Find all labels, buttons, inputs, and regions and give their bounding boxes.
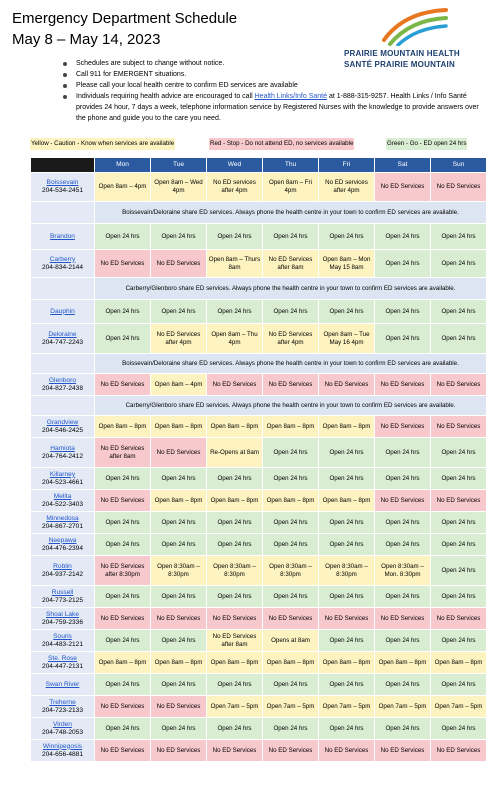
schedule-cell-thu: Open 8:30am – 8:30pm xyxy=(263,556,319,586)
place-name-link[interactable]: Ste. Rose xyxy=(48,654,77,662)
note-item: Schedules are subject to change without notice. xyxy=(62,58,487,69)
place-phone: 204-656-4881 xyxy=(41,750,84,758)
schedule-cell-mon: Open 24 hrs xyxy=(95,586,151,608)
schedule-cell-fri: Open 24 hrs xyxy=(319,512,375,534)
table-row xyxy=(31,416,487,438)
place-cell xyxy=(31,630,95,652)
place-cell xyxy=(31,224,95,250)
schedule-cell-thu: Open 8am – 8pm xyxy=(263,416,319,438)
note-item xyxy=(62,91,487,124)
schedule-cell-sun: Open 24 hrs xyxy=(431,324,487,354)
schedule-cell-wed: Open 24 hrs xyxy=(207,512,263,534)
schedule-cell-tue: Open 24 hrs xyxy=(151,586,207,608)
place-phone: 204-867-2701 xyxy=(41,522,84,530)
schedule-cell-mon: No ED Services xyxy=(95,250,151,278)
schedule-cell-mon: Open 24 hrs xyxy=(95,512,151,534)
schedule-cell-tue: Open 24 hrs xyxy=(151,674,207,696)
schedule-cell-wed: Open 24 hrs xyxy=(207,468,263,490)
shared-services-note: Carberry/Glenboro share ED services. Always phone the health centre in your town to confirm ED services are available. xyxy=(95,278,487,300)
table-row xyxy=(31,173,487,202)
place-cell xyxy=(31,740,95,762)
schedule-cell-sun: Open 24 hrs xyxy=(431,630,487,652)
schedule-cell-sun: Open 24 hrs xyxy=(431,556,487,586)
day-header: Wed xyxy=(207,158,263,173)
day-header: Mon xyxy=(95,158,151,173)
place-cell xyxy=(31,718,95,740)
place-cell xyxy=(31,324,95,354)
place-cell-empty xyxy=(31,202,95,224)
place-phone: 204-534-2451 xyxy=(41,187,84,194)
schedule-cell-wed: Open 8am – 8pm xyxy=(207,490,263,512)
schedule-cell-mon: Open 24 hrs xyxy=(95,468,151,490)
schedule-cell-sat: Open 8:30am – Mon. 8:30pm xyxy=(375,556,431,586)
schedule-cell-thu: Open 24 hrs xyxy=(263,438,319,468)
schedule-cell-tue: No ED Services xyxy=(151,438,207,468)
schedule-cell-wed: No ED Services xyxy=(207,740,263,762)
schedule-table xyxy=(30,157,487,762)
schedule-cell-sun: Open 24 hrs xyxy=(431,468,487,490)
schedule-cell-mon: No ED Services after 8am xyxy=(95,438,151,468)
place-cell-empty xyxy=(31,354,95,374)
schedule-cell-tue: No ED Services xyxy=(151,250,207,278)
schedule-cell-sat: Open 24 hrs xyxy=(375,224,431,250)
schedule-cell-tue: Open 8am – Wed 4pm xyxy=(151,173,207,202)
schedule-cell-wed: No ED Services after 8am xyxy=(207,630,263,652)
day-header: Thu xyxy=(263,158,319,173)
schedule-cell-thu: Open 24 hrs xyxy=(263,674,319,696)
page-title xyxy=(12,8,237,50)
schedule-cell-sat: Open 24 hrs xyxy=(375,300,431,324)
place-cell xyxy=(31,556,95,586)
shared-services-note-row xyxy=(31,396,487,416)
place-name-link[interactable]: Swan River xyxy=(45,680,80,688)
place-cell xyxy=(31,512,95,534)
schedule-cell-mon: No ED Services xyxy=(95,490,151,512)
shared-services-note: Boissevain/Deloraine share ED services. Always phone the health centre in your town to confirm ED services are available. xyxy=(95,354,487,374)
schedule-cell-thu: No ED Services xyxy=(263,374,319,396)
schedule-cell-sun: No ED Services xyxy=(431,173,487,202)
schedule-cell-sun: No ED Services xyxy=(431,490,487,512)
place-cell xyxy=(31,374,95,396)
schedule-cell-thu: Open 24 hrs xyxy=(263,512,319,534)
table-row xyxy=(31,608,487,630)
schedule-cell-sat: Open 24 hrs xyxy=(375,718,431,740)
table-row xyxy=(31,468,487,490)
schedule-cell-fri: Open 8:30am – 8:30pm xyxy=(319,556,375,586)
schedule-cell-wed: Open 24 hrs xyxy=(207,224,263,250)
schedule-cell-sun: Open 8am – 8pm xyxy=(431,652,487,674)
schedule-cell-sun: Open 24 hrs xyxy=(431,718,487,740)
schedule-cell-fri: Open 24 hrs xyxy=(319,674,375,696)
table-row xyxy=(31,556,487,586)
schedule-cell-tue: Open 24 hrs xyxy=(151,630,207,652)
place-cell xyxy=(31,490,95,512)
schedule-cell-sat: Open 24 hrs xyxy=(375,468,431,490)
legend-red: Red - Stop - Do not attend ED, no services available xyxy=(209,138,354,150)
schedule-cell-thu: No ED Services xyxy=(263,740,319,762)
schedule-cell-wed: Open 24 hrs xyxy=(207,718,263,740)
place-cell-empty xyxy=(31,278,95,300)
place-phone: 204-483-2121 xyxy=(41,640,84,648)
table-row xyxy=(31,586,487,608)
place-name-link[interactable]: Dauphin xyxy=(50,307,75,315)
schedule-cell-thu: Open 24 hrs xyxy=(263,586,319,608)
place-cell xyxy=(31,173,95,202)
schedule-cell-thu: Open 24 hrs xyxy=(263,224,319,250)
schedule-cell-tue: No ED Services xyxy=(151,740,207,762)
schedule-cell-mon: Open 24 hrs xyxy=(95,718,151,740)
schedule-cell-thu: Open 7am – 5pm xyxy=(263,696,319,718)
schedule-cell-fri: No ED Services xyxy=(319,740,375,762)
schedule-cell-sun: No ED Services xyxy=(431,608,487,630)
schedule-cell-sun: Open 24 hrs xyxy=(431,224,487,250)
place-phone: 204-773-2125 xyxy=(41,596,84,604)
table-row xyxy=(31,674,487,696)
schedule-cell-tue: No ED Services xyxy=(151,696,207,718)
schedule-cell-sun: Open 7am – 5pm xyxy=(431,696,487,718)
note-text: at 1-888-315-9257. Health Links / Info Santé provides 24 hour, 7 days a week, telephone information service by Registered Nurses with the knowledge to provide answers over the phone and guide you to the care you need. xyxy=(76,93,479,122)
place-name-link[interactable]: Virden xyxy=(53,720,72,728)
place-name-link[interactable]: Glenboro xyxy=(48,376,77,384)
schedule-cell-tue: Open 24 hrs xyxy=(151,534,207,556)
table-row xyxy=(31,300,487,324)
schedule-cell-sat: No ED Services xyxy=(375,173,431,202)
schedule-cell-tue: Open 8am – 8pm xyxy=(151,416,207,438)
schedule-cell-sun: Open 24 hrs xyxy=(431,586,487,608)
schedule-cell-mon: No ED Services xyxy=(95,374,151,396)
place-name-link[interactable]: Brandon xyxy=(50,232,75,240)
schedule-cell-mon: No ED Services xyxy=(95,740,151,762)
place-cell xyxy=(31,250,95,278)
schedule-cell-fri: Open 24 hrs xyxy=(319,438,375,468)
schedule-cell-fri: Open 8am – Tue May 16 4pm xyxy=(319,324,375,354)
place-name-link[interactable]: Roblin xyxy=(53,562,72,570)
schedule-cell-mon: Open 24 hrs xyxy=(95,534,151,556)
schedule-cell-sat: No ED Services xyxy=(375,740,431,762)
schedule-cell-fri: No ED Services xyxy=(319,608,375,630)
place-cell xyxy=(31,586,95,608)
schedule-cell-wed: Open 24 hrs xyxy=(207,586,263,608)
schedule-cell-fri: Open 24 hrs xyxy=(319,534,375,556)
shared-services-note-row xyxy=(31,354,487,374)
schedule-cell-thu: Open 8am – 8pm xyxy=(263,490,319,512)
place-phone: 204-937-2142 xyxy=(41,570,84,578)
title-line-2: May 8 – May 14, 2023 xyxy=(12,31,161,48)
place-name-link[interactable]: Minnedosa xyxy=(46,514,79,522)
schedule-cell-sun: Open 24 hrs xyxy=(431,674,487,696)
schedule-cell-fri: Open 24 hrs xyxy=(319,468,375,490)
day-header: Sun xyxy=(431,158,487,173)
place-name-link[interactable]: Melita xyxy=(53,492,72,500)
place-cell xyxy=(31,416,95,438)
place-cell xyxy=(31,674,95,696)
schedule-cell-sat: Open 7am – 5pm xyxy=(375,696,431,718)
place-phone: 204-447-2131 xyxy=(41,662,84,670)
schedule-cell-mon: Open 8am – 4pm xyxy=(95,173,151,202)
schedule-cell-thu: Open 24 hrs xyxy=(263,468,319,490)
schedule-cell-mon: No ED Services xyxy=(95,608,151,630)
schedule-cell-mon: No ED Services after 8:30pm xyxy=(95,556,151,586)
schedule-cell-tue: Open 24 hrs xyxy=(151,718,207,740)
schedule-cell-fri: Open 8am – 8pm xyxy=(319,490,375,512)
place-name-link[interactable]: Neepawa xyxy=(48,536,77,544)
table-row xyxy=(31,718,487,740)
schedule-cell-fri: No ED services after 4pm xyxy=(319,173,375,202)
table-row xyxy=(31,224,487,250)
schedule-cell-fri: Open 24 hrs xyxy=(319,718,375,740)
place-name-link[interactable]: Grandview xyxy=(46,418,79,426)
legend-yellow: Yellow - Caution - Know when services are available xyxy=(30,138,175,150)
schedule-cell-tue: No ED Services xyxy=(151,608,207,630)
schedule-cell-thu: Open 24 hrs xyxy=(263,718,319,740)
schedule-cell-sun: No ED Services xyxy=(431,740,487,762)
schedule-cell-sun: No ED Services xyxy=(431,374,487,396)
schedule-cell-wed: Open 7am – 5pm xyxy=(207,696,263,718)
header-corner xyxy=(31,158,95,173)
table-row xyxy=(31,534,487,556)
schedule-cell-sun: Open 24 hrs xyxy=(431,512,487,534)
table-row xyxy=(31,652,487,674)
place-phone: 204-759-2336 xyxy=(41,618,84,626)
schedule-cell-mon: Open 8am – 8pm xyxy=(95,416,151,438)
schedule-cell-thu: No ED Services after 8am xyxy=(263,250,319,278)
schedule-cell-sat: Open 24 hrs xyxy=(375,250,431,278)
schedule-cell-thu: No ED Services after 4pm xyxy=(263,324,319,354)
place-phone: 204-723-2133 xyxy=(41,706,84,714)
schedule-cell-fri: Open 7am – 5pm xyxy=(319,696,375,718)
place-cell-empty xyxy=(31,396,95,416)
health-links-link[interactable]: Health Links/Info Santé xyxy=(254,93,328,100)
table-row xyxy=(31,740,487,762)
schedule-cell-mon: No ED Services xyxy=(95,696,151,718)
day-header: Fri xyxy=(319,158,375,173)
place-cell xyxy=(31,608,95,630)
place-name-link[interactable]: Treherne xyxy=(49,698,76,706)
table-row xyxy=(31,324,487,354)
schedule-cell-sat: Open 24 hrs xyxy=(375,512,431,534)
notes-list xyxy=(62,58,487,124)
schedule-cell-fri: Open 24 hrs xyxy=(319,586,375,608)
schedule-cell-fri: Open 8am – Mon May 15 8am xyxy=(319,250,375,278)
place-phone: 204-523-4661 xyxy=(41,478,84,486)
schedule-cell-tue: No ED Services after 4pm xyxy=(151,324,207,354)
schedule-cell-sat: Open 8am – 8pm xyxy=(375,652,431,674)
place-name-link[interactable]: Deloraine xyxy=(48,330,77,338)
schedule-cell-wed: Open 8am – 8pm xyxy=(207,652,263,674)
place-cell xyxy=(31,696,95,718)
schedule-cell-fri: No ED Services xyxy=(319,374,375,396)
schedule-cell-tue: Open 8:30am – 8:30pm xyxy=(151,556,207,586)
schedule-cell-sat: Open 24 hrs xyxy=(375,674,431,696)
table-header-row xyxy=(31,158,487,173)
logo-text-english: PRAIRIE MOUNTAIN HEALTH xyxy=(344,49,460,58)
schedule-cell-sat: Open 24 hrs xyxy=(375,630,431,652)
schedule-cell-sat: No ED Services xyxy=(375,490,431,512)
schedule-cell-wed: Open 8am – Thu 4pm xyxy=(207,324,263,354)
place-name-link[interactable]: Winnipegosis xyxy=(42,742,83,750)
table-row xyxy=(31,630,487,652)
schedule-cell-sun: Open 24 hrs xyxy=(431,534,487,556)
schedule-cell-sat: Open 24 hrs xyxy=(375,586,431,608)
schedule-cell-sun: Open 24 hrs xyxy=(431,438,487,468)
table-row xyxy=(31,250,487,278)
place-phone: 204-546-2425 xyxy=(41,426,84,434)
place-name-link[interactable]: Hamiota xyxy=(50,444,75,452)
day-header: Tue xyxy=(151,158,207,173)
table-row xyxy=(31,512,487,534)
note-item: Call 911 for EMERGENT situations. xyxy=(62,69,487,80)
schedule-cell-tue: Open 24 hrs xyxy=(151,300,207,324)
schedule-body xyxy=(31,173,487,762)
schedule-cell-thu: Open 8am – Fri 4pm xyxy=(263,173,319,202)
schedule-cell-fri: Open 24 hrs xyxy=(319,630,375,652)
table-row xyxy=(31,438,487,468)
shared-services-note-row xyxy=(31,278,487,300)
schedule-cell-tue: Open 24 hrs xyxy=(151,224,207,250)
table-row xyxy=(31,696,487,718)
place-name-link[interactable]: Killarney xyxy=(49,470,76,478)
schedule-cell-wed: No ED services after 4pm xyxy=(207,173,263,202)
schedule-cell-sat: Open 24 hrs xyxy=(375,324,431,354)
schedule-cell-tue: Open 24 hrs xyxy=(151,468,207,490)
schedule-cell-wed: Open 8:30am – 8:30pm xyxy=(207,556,263,586)
schedule-cell-wed: Open 24 hrs xyxy=(207,534,263,556)
schedule-cell-thu: Open 24 hrs xyxy=(263,534,319,556)
place-phone: 204-522-3403 xyxy=(41,500,84,508)
place-phone: 204-747-2243 xyxy=(41,338,84,346)
schedule-cell-sat: Open 24 hrs xyxy=(375,438,431,468)
shared-services-note: Boissevain/Deloraine share ED services. Always phone the health centre in your town to confirm ED services are available. xyxy=(95,202,487,224)
schedule-cell-sun: Open 24 hrs xyxy=(431,300,487,324)
schedule-cell-mon: Open 24 hrs xyxy=(95,630,151,652)
color-legend xyxy=(30,138,484,150)
schedule-cell-fri: Open 24 hrs xyxy=(319,300,375,324)
schedule-cell-tue: Open 24 hrs xyxy=(151,512,207,534)
place-phone: 204-764-2412 xyxy=(41,452,84,460)
schedule-cell-thu: No ED Services xyxy=(263,608,319,630)
schedule-cell-sat: No ED Services xyxy=(375,416,431,438)
schedule-cell-thu: Open 8am – 8pm xyxy=(263,652,319,674)
day-header: Sat xyxy=(375,158,431,173)
place-cell xyxy=(31,438,95,468)
place-phone: 204-834-2144 xyxy=(41,263,84,271)
place-cell xyxy=(31,300,95,324)
schedule-cell-tue: Open 8am – 8pm xyxy=(151,490,207,512)
place-name-link[interactable]: Shoal Lake xyxy=(46,610,79,618)
schedule-cell-sat: No ED Services xyxy=(375,374,431,396)
schedule-cell-mon: Open 24 hrs xyxy=(95,300,151,324)
schedule-cell-wed: Open 24 hrs xyxy=(207,674,263,696)
schedule-cell-mon: Open 8am – 8pm xyxy=(95,652,151,674)
schedule-cell-fri: Open 24 hrs xyxy=(319,224,375,250)
shared-services-note: Carberry/Glenboro share ED services. Always phone the health centre in your town to confirm ED services are available. xyxy=(95,396,487,416)
place-cell xyxy=(31,652,95,674)
place-name-link[interactable]: Souris xyxy=(53,632,72,640)
shared-services-note-row xyxy=(31,202,487,224)
schedule-cell-fri: Open 8am – 8pm xyxy=(319,652,375,674)
place-cell xyxy=(31,468,95,490)
place-phone: 204-476-2394 xyxy=(41,544,84,552)
logo-swoosh-icon xyxy=(382,6,448,46)
place-cell xyxy=(31,534,95,556)
table-row xyxy=(31,490,487,512)
place-name-link[interactable]: Carberry xyxy=(49,255,76,263)
schedule-cell-wed: Re-Opens at 8am xyxy=(207,438,263,468)
legend-green: Green - Go - ED open 24 hrs xyxy=(386,138,467,150)
schedule-cell-wed: Open 24 hrs xyxy=(207,300,263,324)
schedule-cell-mon: Open 24 hrs xyxy=(95,324,151,354)
place-name-link[interactable]: Boissevain xyxy=(46,179,79,186)
schedule-cell-wed: No ED Services xyxy=(207,608,263,630)
schedule-cell-thu: Opens at 8am xyxy=(263,630,319,652)
schedule-cell-wed: No ED Services xyxy=(207,374,263,396)
schedule-cell-fri: Open 8am – 8pm xyxy=(319,416,375,438)
schedule-cell-thu: Open 24 hrs xyxy=(263,300,319,324)
place-phone: 204-748-2053 xyxy=(41,728,84,736)
schedule-cell-sat: Open 24 hrs xyxy=(375,534,431,556)
place-name-link[interactable]: Russell xyxy=(51,588,74,596)
schedule-cell-wed: Open 8am – 8pm xyxy=(207,416,263,438)
table-row xyxy=(31,374,487,396)
title-line-1: Emergency Department Schedule xyxy=(12,10,238,27)
schedule-cell-sat: No ED Services xyxy=(375,608,431,630)
schedule-cell-sun: No ED Services xyxy=(431,416,487,438)
schedule-cell-tue: Open 8am – 8pm xyxy=(151,652,207,674)
note-text: Individuals requiring health advice are encouraged to call xyxy=(76,93,255,100)
schedule-cell-wed: Open 8am – Thurs 8am xyxy=(207,250,263,278)
note-item: Please call your local health centre to confirm ED services are available xyxy=(62,80,487,91)
schedule-cell-mon: Open 24 hrs xyxy=(95,224,151,250)
schedule-cell-tue: Open 8am – 4pm xyxy=(151,374,207,396)
logo-text-french: SANTÉ PRAIRIE MOUNTAIN xyxy=(344,60,455,69)
place-phone: 204-827-2438 xyxy=(41,384,84,392)
schedule-cell-sun: Open 24 hrs xyxy=(431,250,487,278)
schedule-cell-mon: Open 24 hrs xyxy=(95,674,151,696)
